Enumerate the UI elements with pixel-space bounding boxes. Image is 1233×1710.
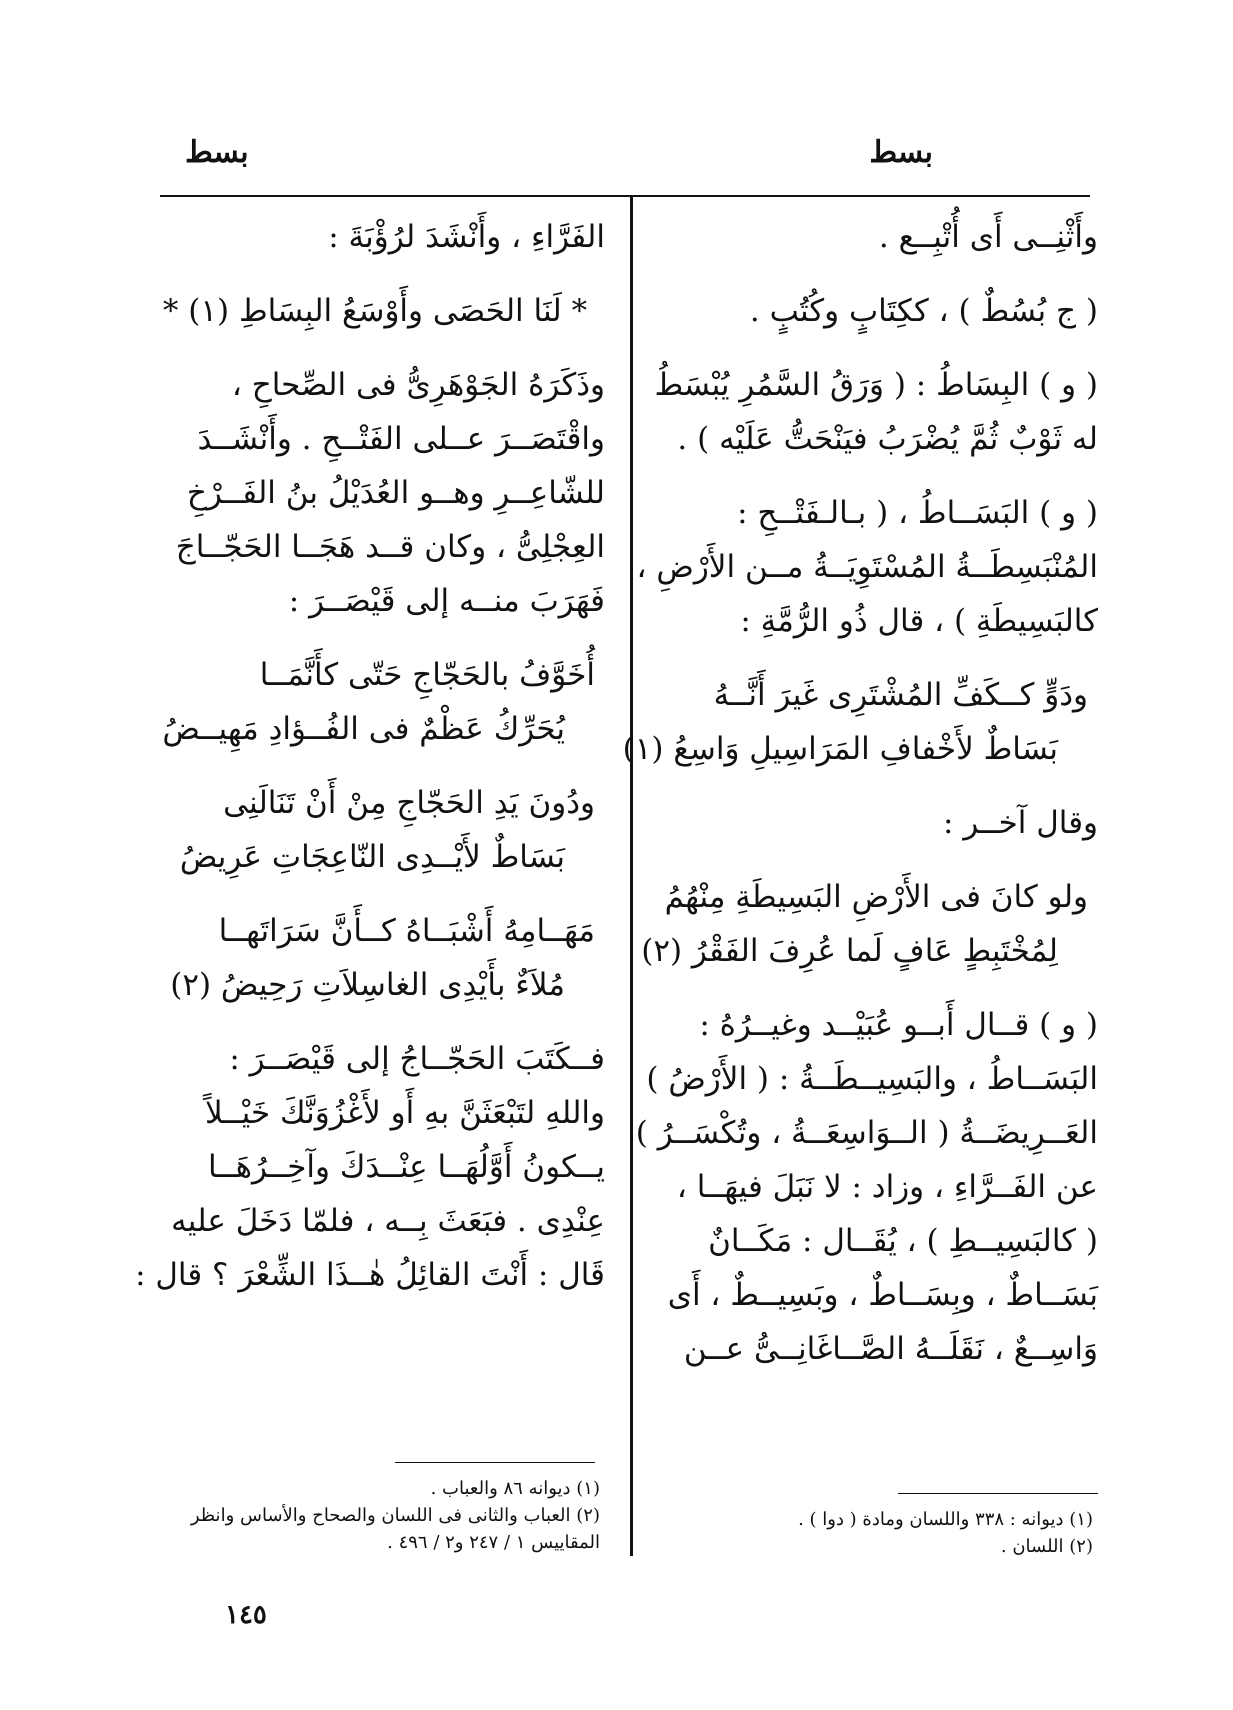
footnotes-right: [633, 1506, 1093, 1560]
text-line: العِجْلِىُّ ، وكان قــد هَجَــا الحَجّــاجَ: [175, 529, 605, 565]
verse-line: بَسَاطٌ لأَيْــدِى النّاعِجَاتِ عَرِيضُ: [179, 839, 565, 875]
footnote: (٢) العباب والثانى فى اللسان والصحاح والأساس وانظر: [190, 1505, 600, 1526]
verse-line: مُلاَءٌ بأَيْدِى الغاسِلاَتِ رَحِيضُ (٢): [170, 967, 565, 1003]
footnote-rule-left: [395, 1462, 595, 1463]
text-line: له ثَوْبٌ ثُمَّ يُضْرَبُ فيَنْحَتُّ عَلَيْه ) .: [677, 421, 1098, 457]
text-line: عِنْدِى . فبَعَثَ بِــه ، فلمّا دَخَلَ عليه: [171, 1203, 605, 1239]
footnote: المقاييس ١ / ٢٤٧ و٢ / ٤٩٦ .: [387, 1532, 600, 1553]
verse-line: ولو كانَ فى الأَرْضِ البَسِيطَةِ مِنْهُمُ: [664, 879, 1088, 915]
text-line: وأَثْنِــى أَى أُتْبِــع .: [878, 219, 1098, 255]
text-line: يــكونُ أَوَّلُهَــا عِنْــدَكَ وآخِــرُهَــا: [208, 1149, 605, 1185]
text-line: بَسَــاطٌ ، وبِسَــاطٌ ، وبَسِيــطٌ ، أَى: [667, 1277, 1098, 1313]
text-line: ( كالبَسِيــطِ ) ، يُقَــال : مَكَــانٌ: [708, 1223, 1098, 1259]
text-line: وقال آخــر :: [943, 805, 1098, 841]
verse-line: يُحَرِّكُ عَظْمٌ فى الفُــؤادِ مَهِيــضُ: [162, 711, 565, 747]
verse-line: ودُونَ يَدِ الحَجّاجِ مِنْ أَنْ تَنَالَنِى: [223, 785, 595, 821]
right-column: [622, 210, 1098, 1376]
text-line: وَاسِــعٌ ، نَقَلَــهُ الصَّــاغَانِــىُّ عــن: [683, 1331, 1098, 1367]
text-line: ( ج بُسُطٌ ) ، ككِتَابٍ وكُتُبٍ .: [749, 293, 1098, 329]
text-line: فَهَرَبَ منــه إلى قَيْصَــرَ :: [288, 583, 605, 619]
text-line: ( و ) البِسَاطُ : ( وَرَقُ السَّمُرِ يُبْسَطُ: [654, 367, 1098, 403]
text-line: فــكَتَبَ الحَجّــاجُ إلى قَيْصَــرَ :: [229, 1041, 605, 1077]
verse-line: ودَوٍّ كــكَفِّ المُشْتَرِى غَيرَ أَنَّــهُ: [713, 677, 1088, 713]
page-number: ١٤٥: [225, 1600, 267, 1630]
footnote-rule-right: [898, 1493, 1098, 1494]
text-line: ( و ) البَسَــاطُ ، ( بـالـفَتْــحِ :: [737, 495, 1098, 531]
footnote: (١) ديوانه : ٣٣٨ واللسان ومادة ( دوا ) .: [798, 1509, 1093, 1530]
text-line: العَــرِيضَــةُ ( الــوَاسِعَــةُ ، وتُكْسَــرُ ): [635, 1115, 1098, 1151]
verse-line: بَسَاطٌ لأَخْفافِ المَرَاسِيلِ وَاسِعُ (١): [622, 731, 1058, 767]
footnote: (٢) اللسان .: [1000, 1536, 1093, 1557]
text-line: قَال : أَنْتَ القائِلُ هٰــذَا الشِّعْرَ ؟ قال :: [135, 1257, 605, 1293]
text-line: الفَرَّاءِ ، وأَنْشَدَ لرُؤْبَةَ :: [328, 219, 605, 255]
verse-line: مَهَــامِهُ أَشْبَــاهُ كــأَنَّ سَرَاتَهــا: [218, 913, 595, 949]
footnotes-left: [150, 1475, 600, 1556]
text-line: واللهِ لتَبْعَثَنَّ بهِ أَو لأَغْزُوَنَّكَ خَيْــلاً: [205, 1095, 605, 1131]
footnote: (١) ديوانه ٨٦ والعباب .: [430, 1478, 600, 1499]
text-line: وذَكَرَهُ الجَوْهَرِىُّ فى الصِّحاحِ ،: [231, 367, 605, 403]
verse-line: * لَنَا الحَصَى وأَوْسَعُ البِسَاطِ (١) *: [162, 293, 588, 329]
text-line: عن الفَــرَّاءِ ، وزاد : لا نَبَلَ فيهَــا ،: [676, 1169, 1098, 1205]
verse-line: لِمُخْتَبِطٍ عَافٍ لَما عُرِفَ الفَقْرُ (٢): [641, 933, 1058, 969]
text-line: البَسَــاطُ ، والبَسِيــطَــةُ : ( الأَرْضُ ): [646, 1061, 1098, 1097]
header-rule: [160, 195, 1090, 197]
text-line: واقْتَصَــرَ عــلى الفَتْــحِ . وأَنْشَــدَ: [197, 421, 605, 457]
text-line: المُنْبَسِطَــةُ المُسْتَوِيَــةُ مــن الأَرْضِ ،: [636, 549, 1098, 585]
text-line: ( و ) قــال أَبــو عُبَيْــد وغيــرُهُ :: [699, 1007, 1098, 1043]
running-head-left: بسط: [185, 135, 249, 170]
text-line: كالبَسِيطَةِ ) ، قال ذُو الرُّمَّةِ :: [740, 603, 1098, 639]
left-column: [135, 210, 605, 1302]
text-line: للشّاعِــرِ وهــو العُدَيْلُ بنُ الفَــرْخِ: [186, 475, 605, 511]
verse-line: أُخَوَّفُ بالحَجّاجِ حَتّى كأَنَّمَــا: [259, 657, 595, 693]
running-head-right: بسط: [869, 135, 933, 170]
